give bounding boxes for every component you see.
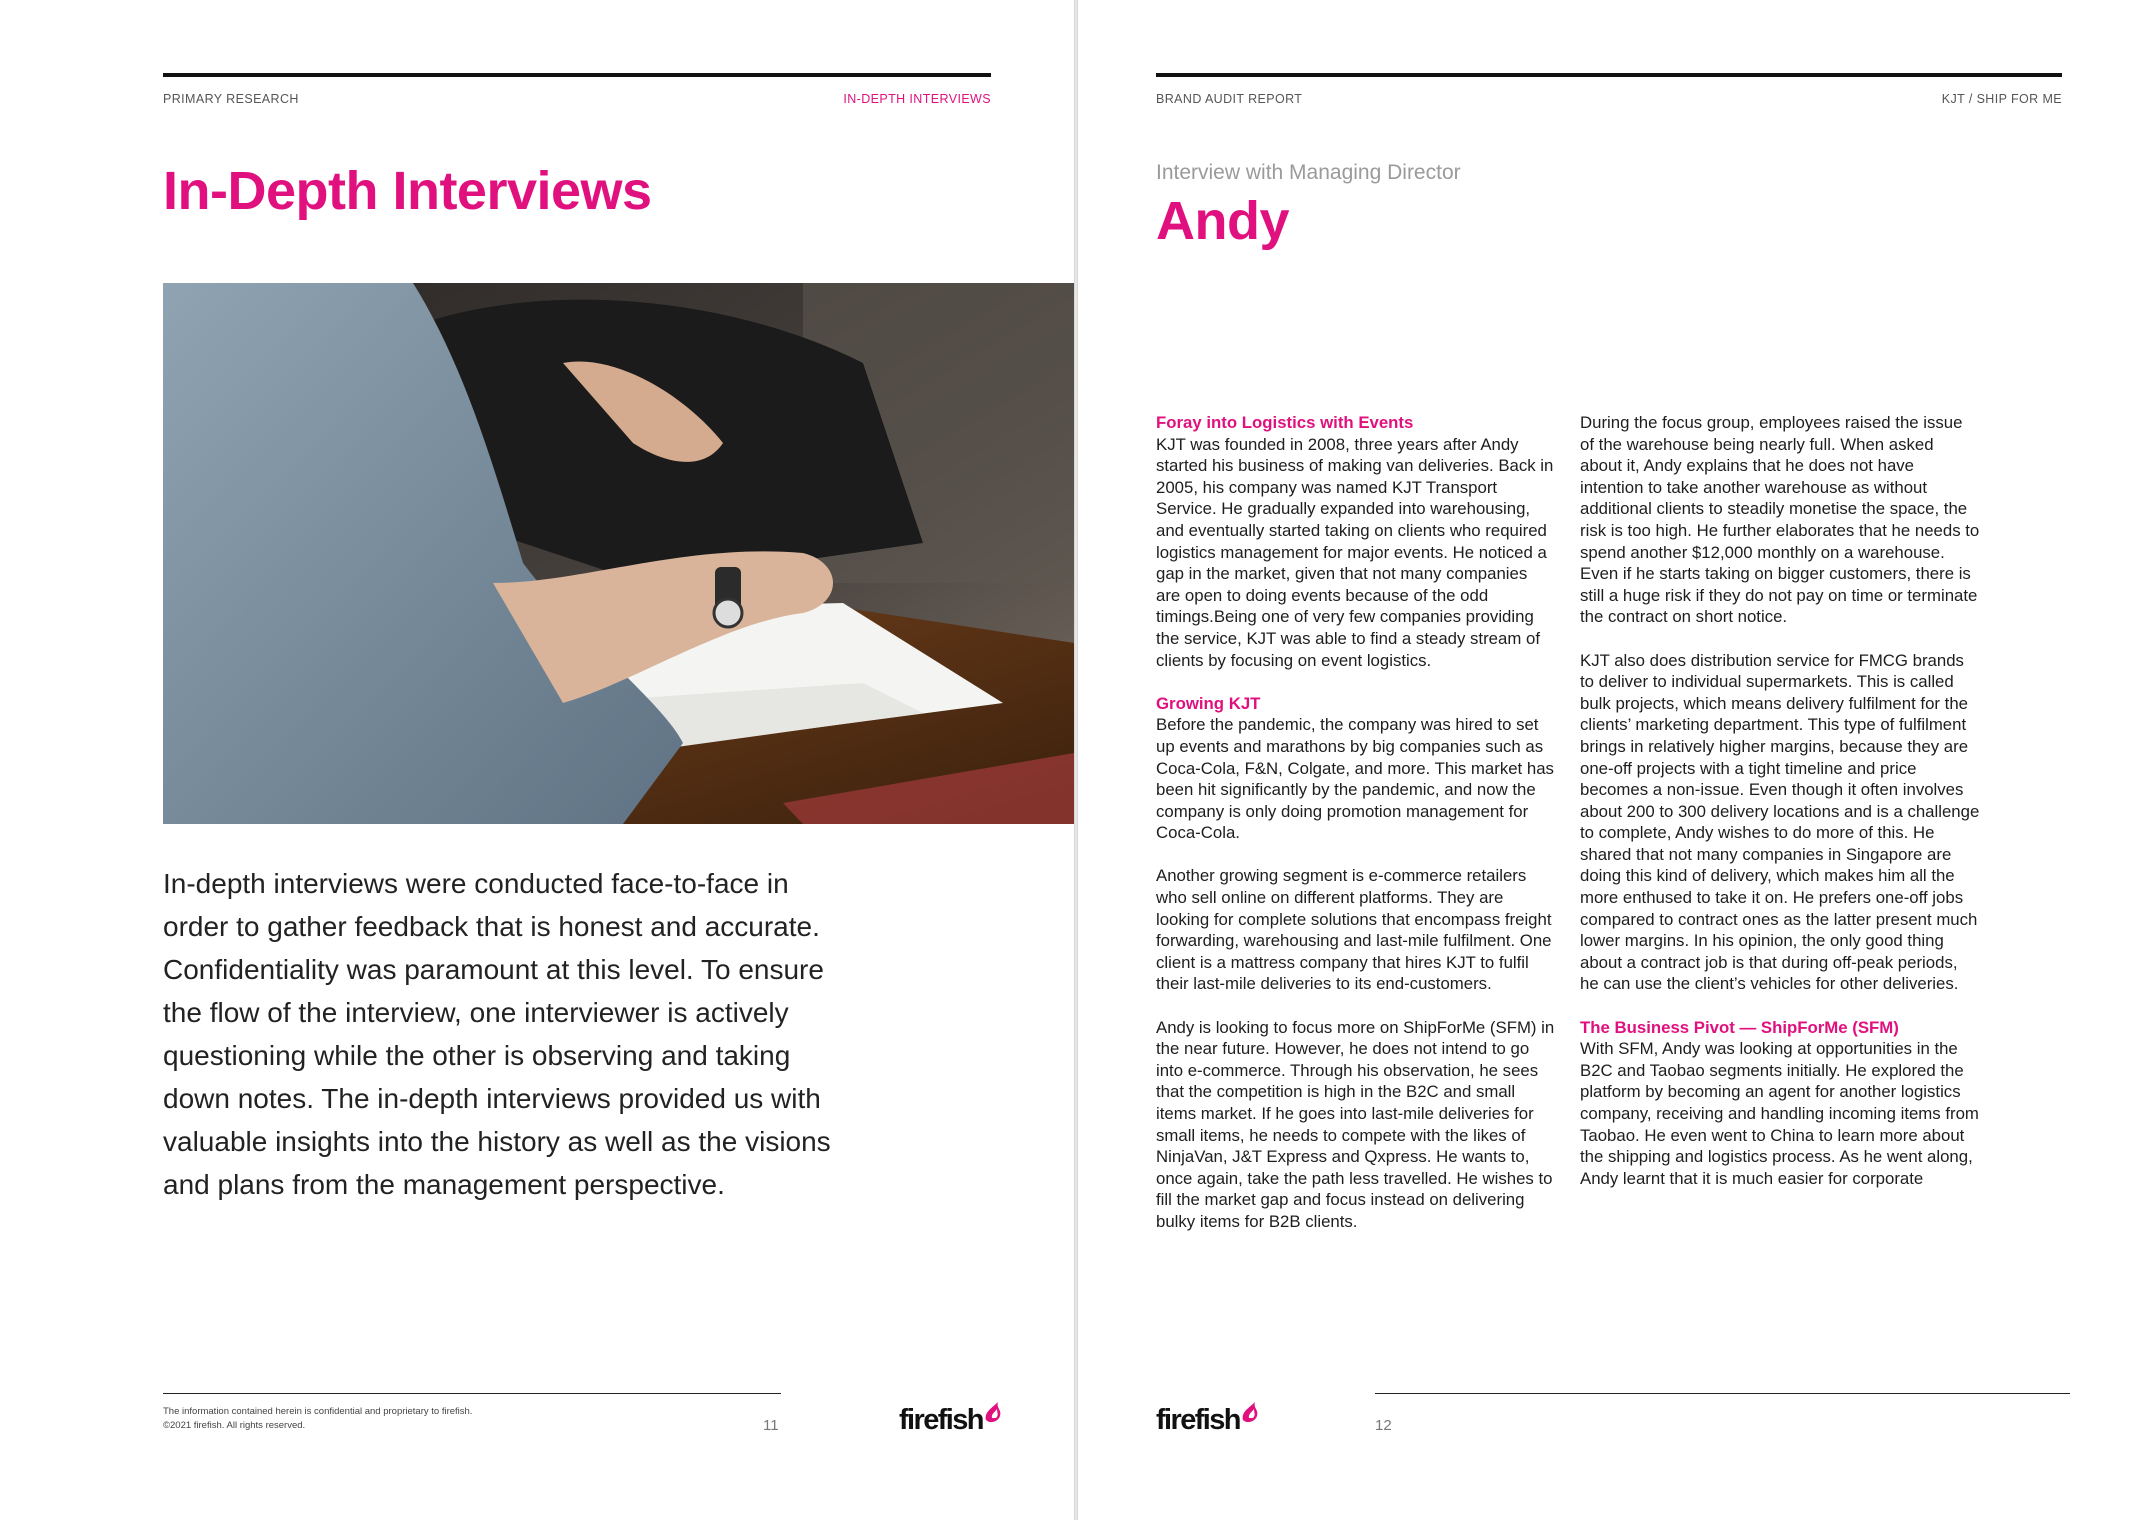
- flame-icon: [1239, 1398, 1261, 1426]
- interview-subtitle: Interview with Managing Director: [1156, 161, 1461, 184]
- text-column-2: [1580, 412, 1980, 1211]
- paragraph: Another growing segment is e-commerce retailers who sell online on different platforms. They are looking for complete solutions that encompass freight forwarding, warehousing and last-mile fulfilment. One client is a mattress company that hires KJT to fulfil their last-mile deliveries to its end-customers.: [1156, 866, 1552, 994]
- copyright-note: ©2021 firefish. All rights reserved.: [163, 1420, 306, 1431]
- paragraph: Andy is looking to focus more on ShipForMe (SFM) in the near future. However, he does not intend to go into e-commerce. Through his observation, he sees that the competition is high in the B2C and small items market. If he goes into last-mile deliveries for small items, he needs to compete with the likes of NinjaVan, J&T Express and Qxpress. He wants to, once again, take the path less travelled. He wishes to fill the market gap and focus instead on delivering bulky items for B2B clients.: [1156, 1017, 1555, 1231]
- running-header-right: IN-DEPTH INTERVIEWS: [843, 92, 991, 106]
- page-title: In-Depth Interviews: [163, 161, 652, 221]
- paragraph: During the focus group, employees raised the issue of the warehouse being nearly full. When asked about it, Andy explains that he does not have intention to take another warehouse as without additional clients to steadily monetise the space, the risk is too high. He further elaborates that he needs to spend another $12,000 monthly on a warehouse. Even if he starts taking on bigger customers, there is still a huge risk if they do not pay on time or terminate the contract on short notice.: [1580, 413, 1980, 627]
- paragraph: KJT also does distribution service for FMCG brands to deliver to individual supermarkets. This is called bulk projects, which means delivery fulfilment for the clients’ marketing department. This type of fulfilment brings in relatively higher margins, because they are one-off projects with a tight timeline and price becomes a non-issue. Even though it often involves about 200 to 300 delivery locations and is a challenge to complete, Andy wishes to do more of this. He shared that not many companies in Singapore are doing this kind of delivery, which makes him all the more enthused to take it on. He prefers one-off jobs compared to contract ones as the latter present much lower margins. In his opinion, the only good thing about a contract job is that during off-peak periods, he can use the client’s vehicles for other deliveries.: [1580, 650, 1980, 994]
- logo-wordmark: firefish: [1156, 1404, 1240, 1436]
- flame-icon: [982, 1398, 1004, 1426]
- confidential-note: The information contained herein is confidential and proprietary to firefish.: [163, 1406, 473, 1417]
- meeting-photo-image: [163, 283, 1074, 824]
- running-header-right: KJT / SHIP FOR ME: [1941, 92, 2062, 106]
- running-header-left: PRIMARY RESEARCH: [163, 92, 299, 106]
- header-rule: [163, 73, 991, 77]
- section-heading-growing: Growing KJT: [1156, 693, 1261, 713]
- page-11: [0, 0, 1074, 1520]
- section-heading-foray: Foray into Logistics with Events: [1156, 413, 1414, 432]
- paragraph: With SFM, Andy was looking at opportunities in the B2C and Taobao segments initially. He explored the platform by becoming an agent for another logistics company, receiving and handling incoming items from Taobao. He even went to China to learn more about the shipping and logistics process. As he went along, Andy learnt that it is much easier for corporate: [1580, 1039, 1979, 1188]
- page-number: 12: [1375, 1417, 1392, 1434]
- footer-rule: [163, 1393, 781, 1394]
- page-12: [1078, 0, 2150, 1520]
- logo-wordmark: firefish: [899, 1404, 983, 1436]
- paragraph: Before the pandemic, the company was hired to set up events and marathons by big companies such as Coca-Cola, F&N, Colgate, and more. This market has been hit significantly by the pandemic, and now the company is only doing promotion management for Coca-Cola.: [1156, 715, 1554, 843]
- footer-rule: [1375, 1393, 2070, 1394]
- footer-note: [163, 1405, 472, 1433]
- firefish-logo: [899, 1406, 1004, 1435]
- intro-paragraph: In-depth interviews were conducted face-to-face in order to gather feedback that is honest and accurate. Confidentiality was paramount at this level. To ensure the flow of the interview, one interviewer is actively questioning while the other is observing and taking down notes. The in-depth interviews provided us with valuable insights into the history as well as the visions and plans from the management perspective.: [163, 868, 831, 1200]
- section-heading-pivot: The Business Pivot — ShipForMe (SFM): [1580, 1017, 1899, 1037]
- header-rule: [1156, 73, 2062, 77]
- meeting-photo: [163, 283, 1074, 824]
- running-header-left: BRAND AUDIT REPORT: [1156, 92, 1303, 106]
- interviewee-name: Andy: [1156, 191, 1289, 251]
- firefish-logo: [1156, 1406, 1261, 1435]
- paragraph: KJT was founded in 2008, three years after Andy started his business of making van deliveries. Back in 2005, his company was named KJT Transport Service. He gradually expanded into warehousing, and eventually started taking on clients who required logistics management for major events. He noticed a gap in the market, given that not many companies are open to doing events because of the odd timings.Being one of very few companies providing the service, KJT was able to find a steady stream of clients by focusing on event logistics.: [1156, 434, 1554, 670]
- page-number: 11: [763, 1417, 779, 1434]
- text-column-1: [1156, 412, 1556, 1254]
